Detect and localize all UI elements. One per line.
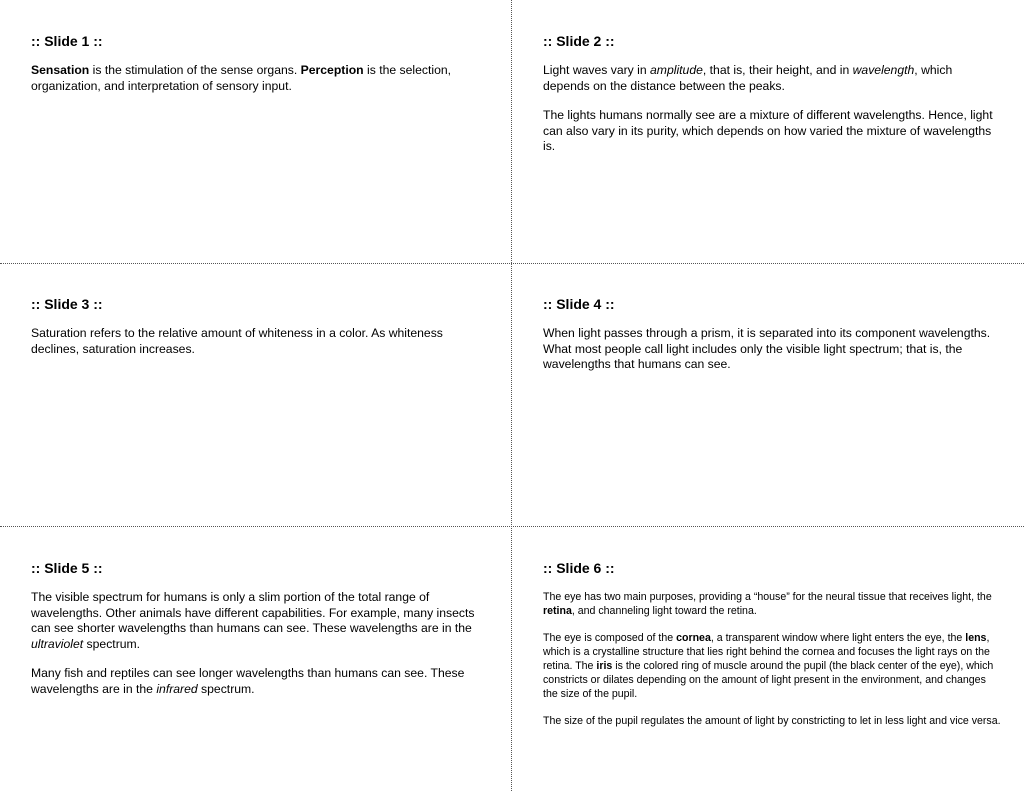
vertical-cut-line — [511, 0, 512, 791]
slide-title: :: Slide 1 :: — [31, 33, 103, 49]
text-run: spectrum. — [197, 681, 255, 696]
term-infrared: infrared — [156, 681, 198, 696]
text-run: , a transparent window where light enters the eye, the — [710, 632, 966, 644]
paragraph — [31, 63, 489, 94]
slide-4-notes — [543, 296, 1001, 387]
term-perception: Perception — [300, 63, 364, 77]
slide-title: :: Slide 4 :: — [543, 296, 615, 312]
horizontal-cut-line-1 — [0, 263, 1024, 264]
paragraph — [31, 326, 489, 357]
text-run: The size of the pupil regulates the amount of light by constricting to let in less light and vice versa. — [543, 715, 1001, 727]
text-run: , which depends on the distance between the peaks. — [543, 63, 953, 93]
paragraph — [543, 108, 1001, 155]
slide-3-notes — [31, 296, 489, 371]
slide-title: :: Slide 5 :: — [31, 560, 103, 576]
text-run: is the selection, organization, and interpretation of sensory input. — [31, 63, 452, 93]
slide-1-notes — [31, 33, 489, 108]
paragraph — [543, 631, 1001, 701]
paragraph — [31, 666, 489, 697]
paragraph — [543, 326, 1001, 373]
term-lens: lens — [965, 632, 987, 644]
term-cornea: cornea — [676, 632, 711, 644]
slide-title: :: Slide 2 :: — [543, 33, 615, 49]
text-run: The eye has two main purposes, providing a “house” for the neural tissue that receives light, the — [543, 591, 992, 603]
term-iris: iris — [596, 660, 613, 672]
text-run: is the stimulation of the sense organs. — [89, 63, 301, 77]
slide-6-notes — [543, 560, 1001, 741]
text-run: , that is, their height, and in — [702, 63, 853, 77]
text-run: Saturation refers to the relative amount of whiteness in a color. As whiteness declines, saturation increases. — [31, 326, 443, 356]
slide-title: :: Slide 6 :: — [543, 560, 615, 576]
text-run: spectrum. — [83, 636, 141, 651]
paragraph — [543, 590, 1001, 618]
term-sensation: Sensation — [31, 63, 90, 77]
text-run: is the colored ring of muscle around the pupil (the black center of the eye), which constricts or dilates depending on the amount of light present in the environment, and changes the size of the pupil. — [543, 660, 994, 700]
paragraph — [31, 590, 489, 652]
horizontal-cut-line-2 — [0, 526, 1024, 527]
paragraph — [543, 63, 1001, 94]
text-run: Light waves vary in — [543, 63, 651, 77]
text-run: The visible spectrum for humans is only a slim portion of the total range of wavelengths. Other animals have different capabilities. For example, many insects can see shorter wavelengths than humans can see. These wavelengths are in the — [31, 590, 475, 636]
term-retina: retina — [543, 605, 572, 617]
slide-2-notes — [543, 33, 1001, 169]
term-amplitude: amplitude — [650, 63, 703, 77]
term-wavelength: wavelength — [852, 63, 915, 77]
text-run: When light passes through a prism, it is separated into its component wavelengths. What most people call light includes only the visible light spectrum; that is, the wavelengths that humans can see. — [543, 326, 991, 372]
text-run: The eye is composed of the — [543, 632, 677, 644]
term-ultraviolet: ultraviolet — [31, 636, 84, 651]
text-run: , and channeling light toward the retina. — [571, 605, 757, 617]
slide-title: :: Slide 3 :: — [31, 296, 103, 312]
paragraph — [543, 714, 1001, 728]
text-run: , which is a crystalline structure that lies right behind the cornea and focuses the light rays on the retina. The — [543, 632, 990, 672]
text-run: Many fish and reptiles can see longer wavelengths than humans can see. These wavelengths are in the — [31, 666, 465, 696]
slide-5-notes — [31, 560, 489, 712]
text-run: The lights humans normally see are a mixture of different wavelengths. Hence, light can also vary in its purity, which depends on how varied the mixture of wavelengths is. — [543, 108, 993, 154]
